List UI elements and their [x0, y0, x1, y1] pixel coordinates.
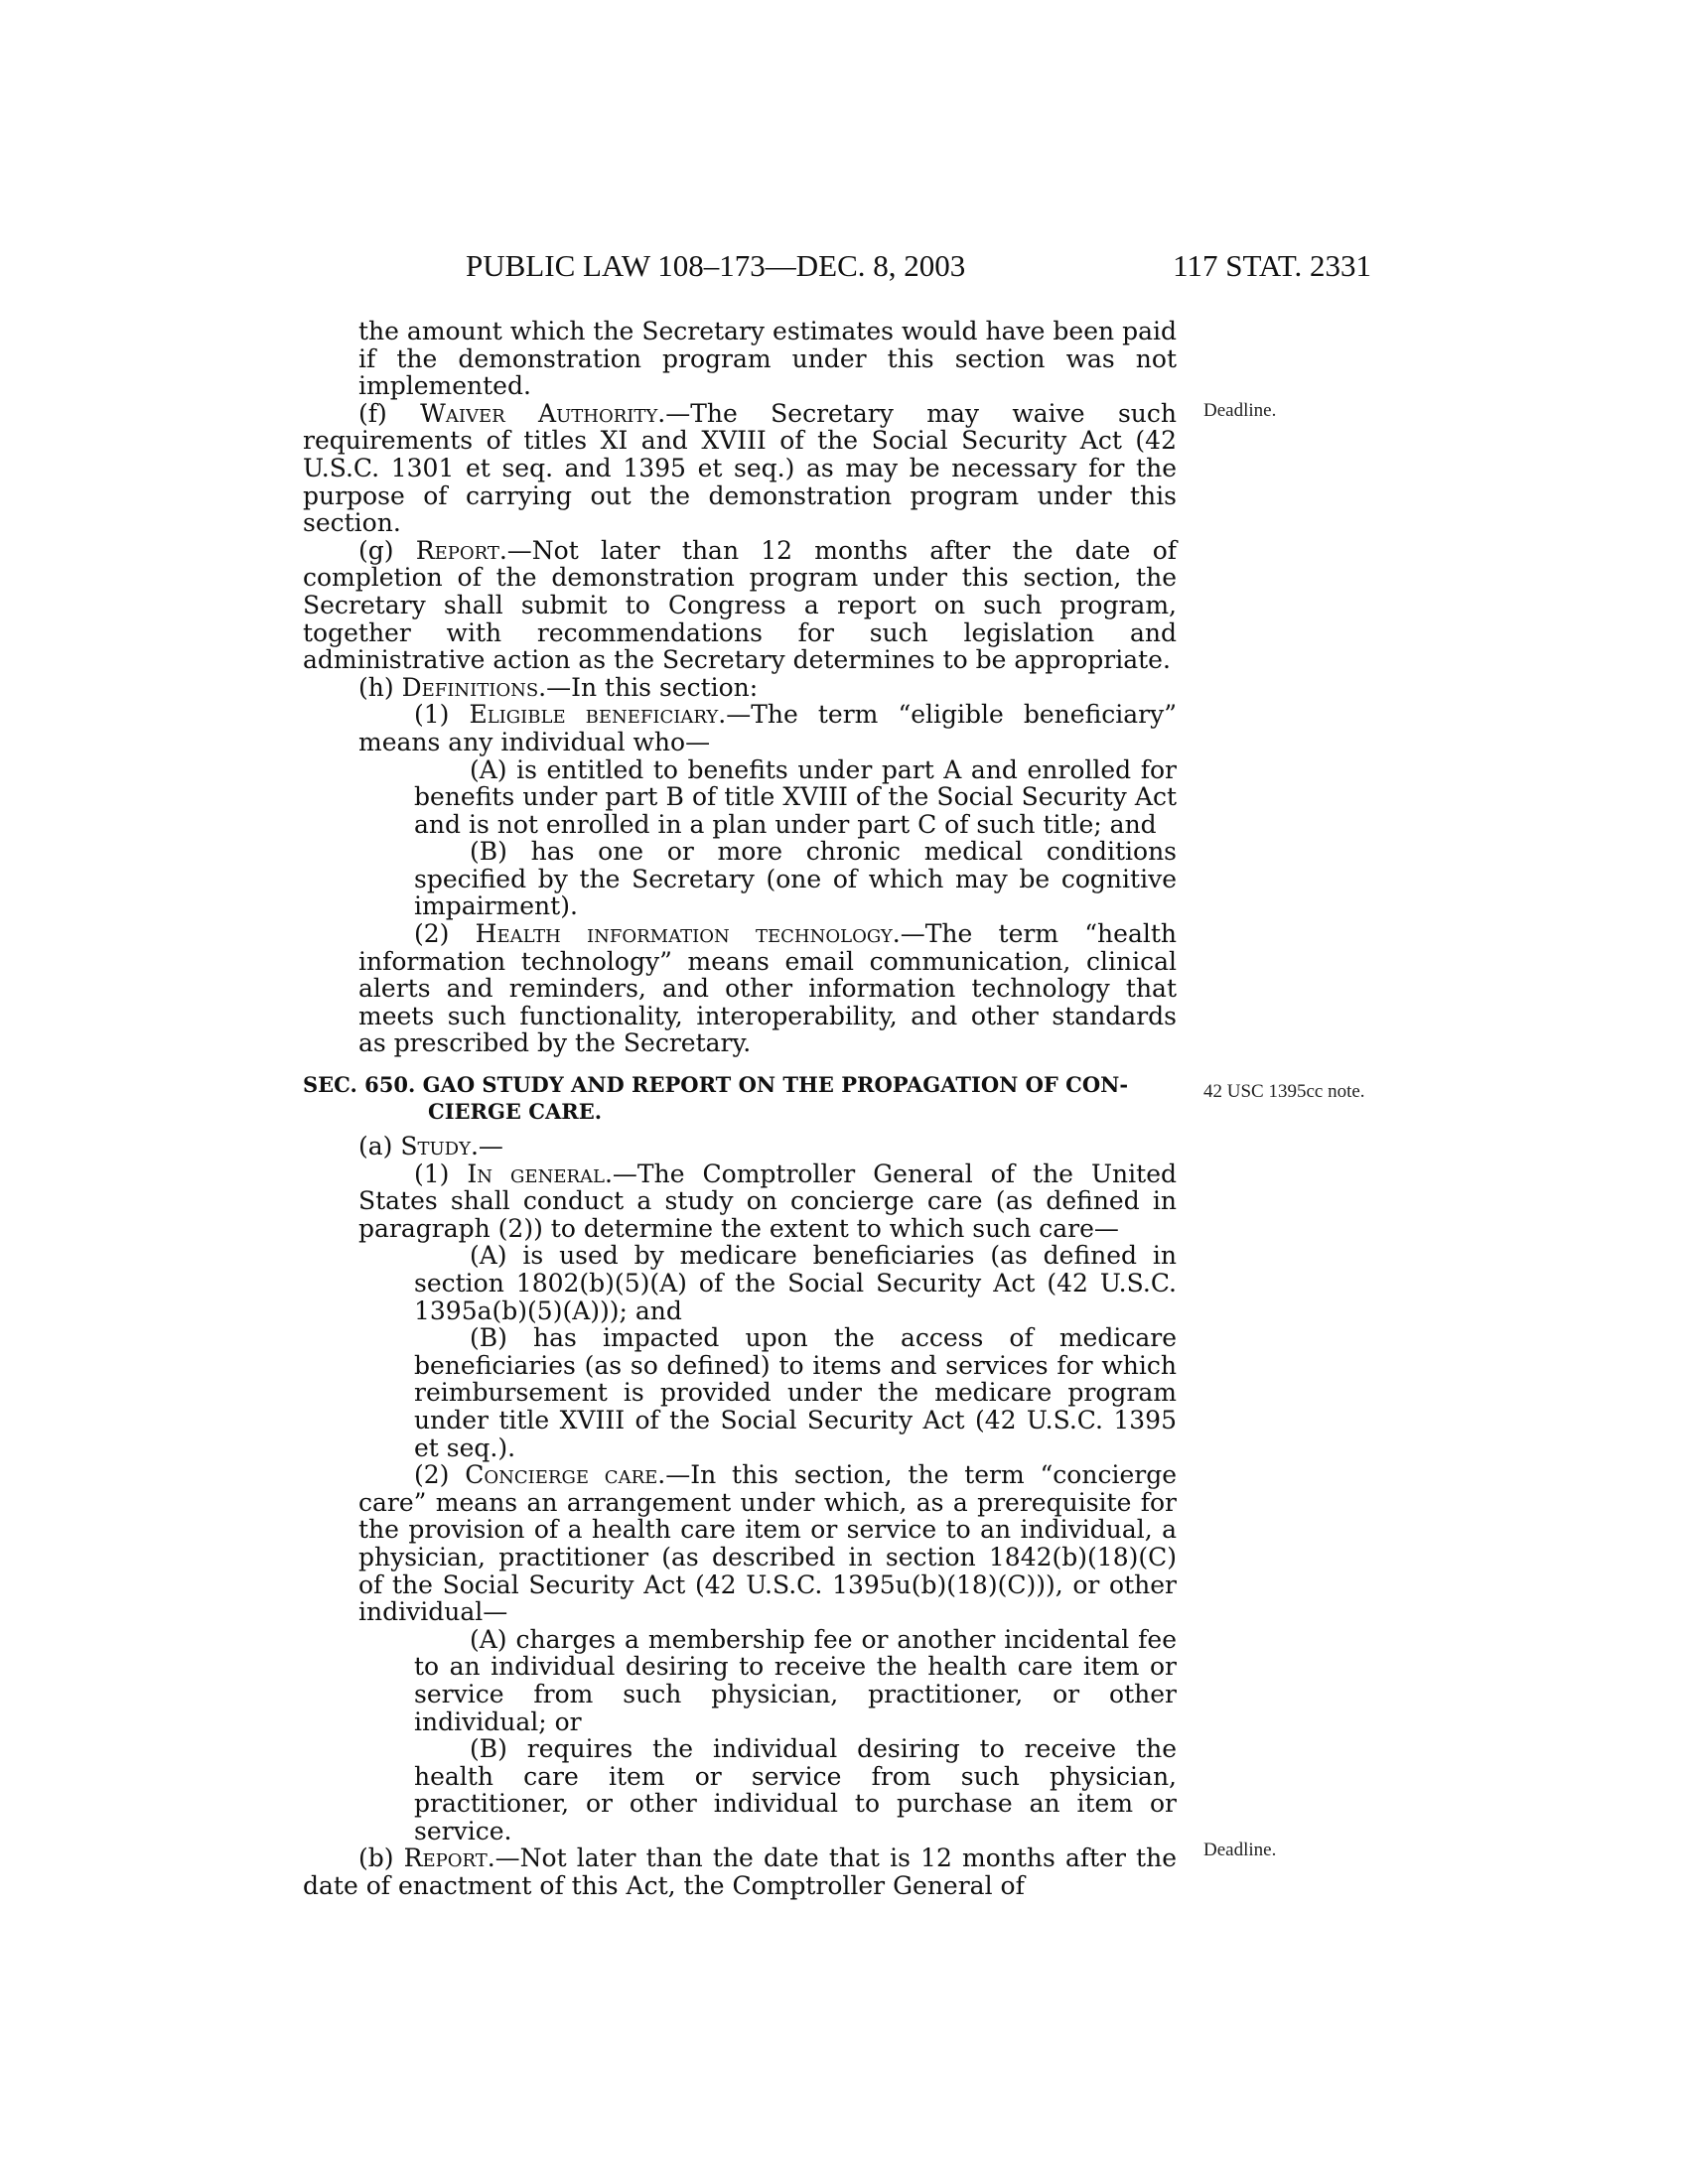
subsection-heading: Report	[415, 535, 499, 565]
margin-note-deadline: Deadline.	[1203, 400, 1277, 421]
margin-note-usc: 42 USC 1395cc note.	[1203, 1081, 1365, 1102]
subparagraph-h1a: (A) is entitled to benefits under part A and enrolled for benefits under part B of title XVIII of the Social Security Act and is not enrolled in a plan under part C of such title; and	[414, 754, 1177, 839]
paragraph-heading: In general	[467, 1159, 605, 1188]
paragraph-continuation: the amount which the Secretary estimates would have been paid if the demonstration program under this section was not implemented.	[358, 317, 1177, 401]
subparagraph-h1b: (B) has one or more chronic medical conditions specified by the Secretary (one of which may be cognitive impairment).	[414, 837, 1177, 921]
subsection-heading: Definitions	[401, 672, 539, 702]
paragraph-h1: (1) Eligible beneficiary.—The term “eligible beneficiary” means any individual who—	[358, 700, 1177, 756]
paragraph-a1: (1) In general.—The Comptroller General of the United States shall conduct a study on concierge care (as defined in paragraph (2)) to determine the extent to which such care—	[358, 1159, 1177, 1243]
paragraph-heading: Eligible beneficiary	[469, 700, 719, 730]
paragraph-heading: Concierge care	[465, 1460, 658, 1490]
header-page-number: 117 STAT. 2331	[1173, 248, 1371, 283]
subsection-a: (a) Study.—	[358, 1132, 503, 1161]
page-header	[466, 248, 1371, 292]
header-title: PUBLIC LAW 108–173—DEC. 8, 2003	[466, 248, 966, 283]
section-heading: SEC. 650. GAO STUDY AND REPORT ON THE PROPAGATION OF CON- CIERGE CARE.	[303, 1072, 1129, 1125]
subsection-heading: Study	[400, 1132, 471, 1161]
subsection-h: (h) Definitions.—In this section:	[358, 672, 759, 702]
subsection-heading: Waiver Authority	[420, 398, 658, 428]
subparagraph-a2b: (B) requires the individual desiring to receive the health care item or service from such physician, practitioner, or other individual to purchase an item or service.	[414, 1734, 1177, 1845]
paragraph-h2: (2) Health information technology.—The term “health information technology” means email communication, clinical alerts and reminders, and other information technology that meets such functionality, interoperability, and other standards as prescribed by the Secretary.	[358, 919, 1178, 1058]
subsection-heading: Report	[403, 1843, 488, 1873]
subsection-b: (b) Report.—Not later than the date that is 12 months after the date of enactment of this Act, the Comptroller General of	[303, 1843, 1177, 1901]
document-body	[303, 318, 1177, 1900]
paragraph-heading: Health information technology	[475, 919, 893, 949]
subsection-f: (f) Waiver Authority.—The Secretary may waive such requirements of titles XI and XVIII of the Social Security Act (42 U.S.C. 1301 et seq. and 1395 et seq.) as may be necessary for the purpose of carrying out the demonstration program under this section.	[303, 398, 1178, 538]
subparagraph-a1b: (B) has impacted upon the access of medicare beneficiaries (as so defined) to items and services for which reimbursement is provided under the medicare program under title XVIII of the Social Security Act (42 U.S.C. 1395 et seq.).	[414, 1323, 1177, 1462]
subparagraph-a1a: (A) is used by medicare beneficiaries (as defined in section 1802(b)(5)(A) of the Social Security Act (42 U.S.C. 1395a(b)(5)(A))); and	[414, 1241, 1177, 1325]
margin-note-deadline-2: Deadline.	[1203, 1840, 1277, 1860]
subparagraph-a2a: (A) charges a membership fee or another incidental fee to an individual desiring to receive the health care item or service from such physician, practitioner, or other individual; or	[414, 1624, 1177, 1736]
subsection-g: (g) Report.—Not later than 12 months after the date of completion of the demonstration program under this section, the Secretary shall submit to Congress a report on such program, together with recommendations for such legislation and administrative action as the Secretary determines to be appropriate.	[303, 535, 1177, 675]
paragraph-a2: (2) Concierge care.—In this section, the term “concierge care” means an arrangement under which, as a prerequisite for the provision of a health care item or service to an individual, a physician, practitioner (as described in section 1842(b)(18)(C) of the Social Security Act (42 U.S.C. 1395u(b)(18)(C))), or other individual—	[358, 1460, 1178, 1627]
